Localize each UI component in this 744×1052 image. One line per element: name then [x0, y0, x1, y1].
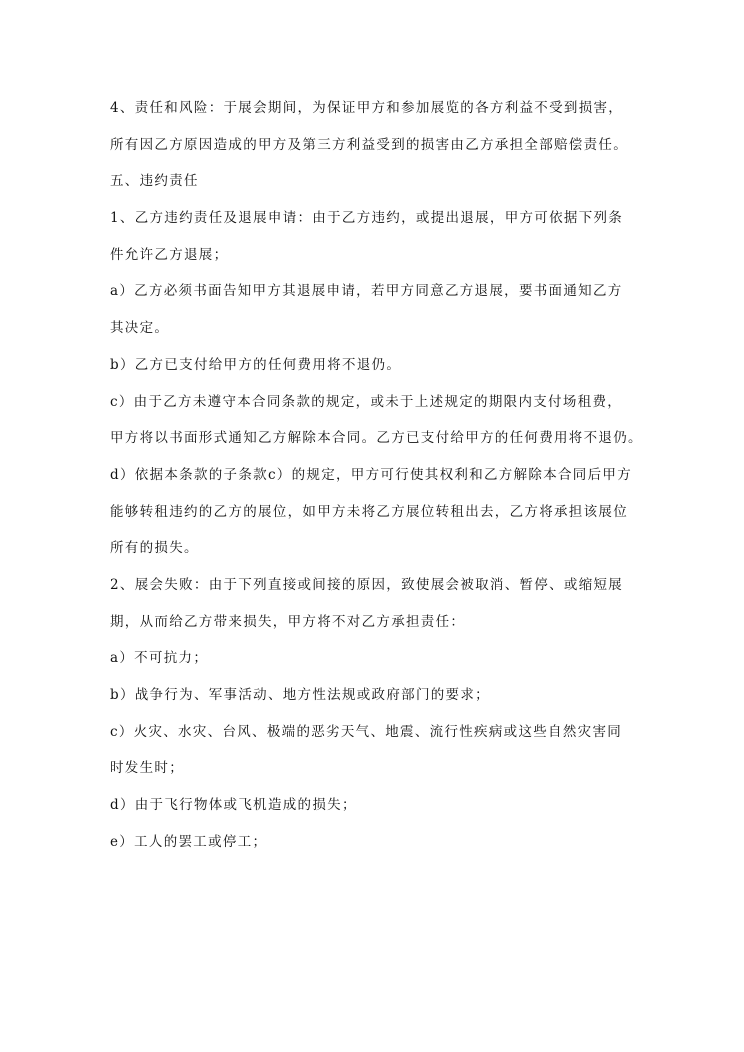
text-line: e）工人的罢工或停工；: [110, 833, 268, 850]
text-line: c）由于乙方未遵守本合同条款的规定，或未于上述规定的期限内支付场租费，: [110, 393, 623, 410]
text-line: 其决定。: [110, 320, 170, 337]
text-line: 期，从而给乙方带来损失，甲方将不对乙方承担责任：: [110, 613, 466, 630]
text-line: 2、展会失败：由于下列直接或间接的原因，致使展会被取消、暂停、或缩短展: [110, 576, 624, 593]
text-line: 甲方将以书面形式通知乙方解除本合同。乙方已支付给甲方的任何费用将不退仍。: [110, 430, 643, 447]
text-line: 件允许乙方退展；: [110, 246, 229, 263]
text-line: c）火灾、水灾、台风、极端的恶劣天气、地震、流行性疾病或这些自然灾害同: [110, 723, 623, 740]
text-line: d）依据本条款的子条款c）的规定，甲方可行使其权利和乙方解除本合同后甲方: [110, 466, 633, 483]
text-line: 能够转租违约的乙方的展位，如甲方未将乙方展位转租出去，乙方将承担该展位: [110, 503, 628, 520]
text-line: 4、责任和风险：于展会期间，为保证甲方和参加展览的各方利益不受到损害，: [110, 100, 624, 116]
text-line: b）乙方已支付给甲方的任何费用将不退仍。: [110, 356, 402, 373]
section-heading: 五、违约责任: [110, 173, 199, 190]
text-line: a）不可抗力；: [110, 650, 209, 667]
text-line: a）乙方必须书面告知甲方其退展申请，若甲方同意乙方退展，要书面通知乙方: [110, 283, 623, 300]
document-body: [110, 90, 650, 860]
text-line: 所有因乙方原因造成的甲方及第三方利益受到的损害由乙方承担全部赔偿责任。: [110, 136, 628, 153]
text-line: b）战争行为、军事活动、地方性法规或政府部门的要求；: [110, 687, 490, 703]
text-line: 所有的损失。: [110, 540, 199, 557]
text-line: d）由于飞行物体或飞机造成的损失；: [110, 797, 357, 814]
text-line: 时发生时；: [110, 760, 184, 777]
text-line: 1、乙方违约责任及退展申请：由于乙方违约，或提出退展，甲方可依据下列条: [110, 210, 624, 227]
